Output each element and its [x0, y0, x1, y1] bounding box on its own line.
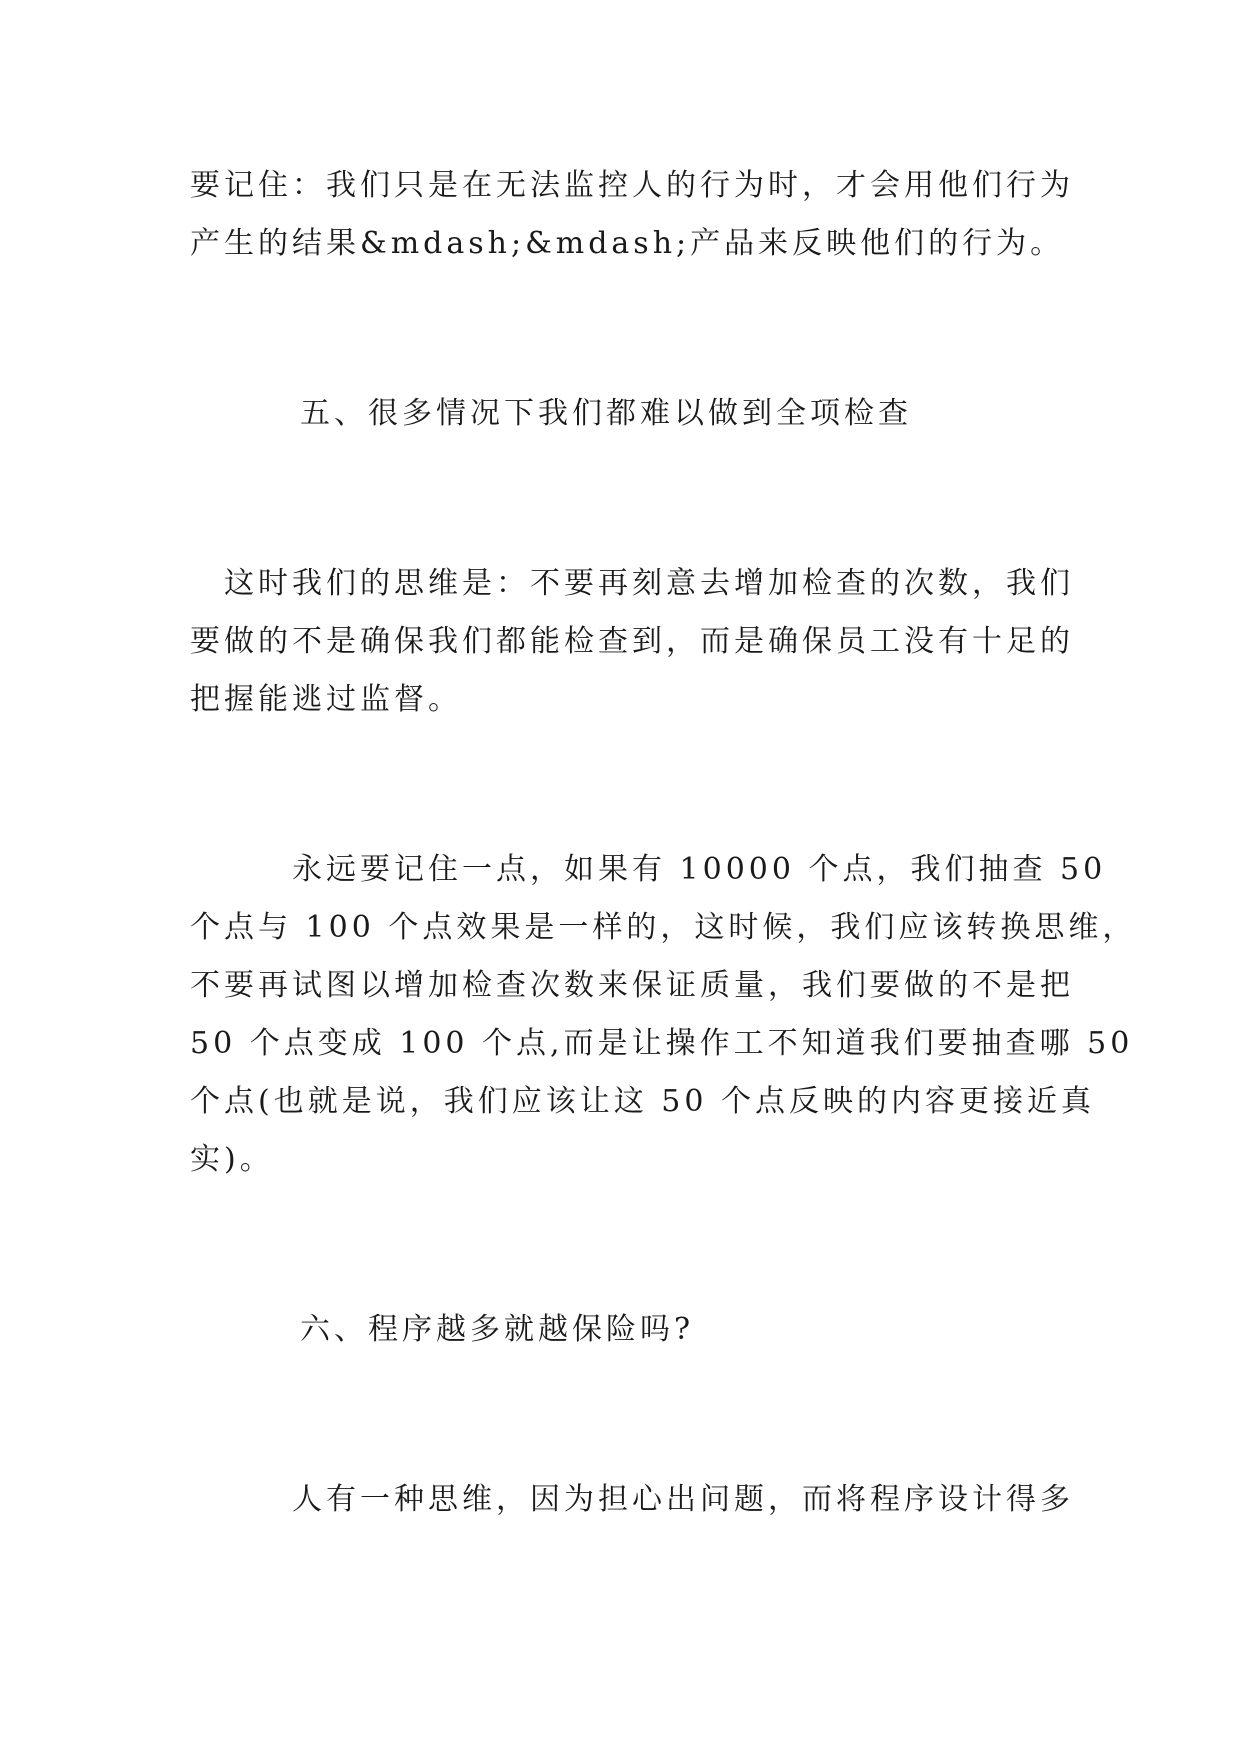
paragraph-2-line-2: 要做的不是确保我们都能检查到，而是确保员工没有十足的 [190, 624, 1074, 659]
paragraph-3-line-2: 个点与 100 个点效果是一样的，这时候，我们应该转换思维， [190, 910, 1137, 945]
paragraph-3-line-5: 个点(也就是说，我们应该让这 50 个点反映的内容更接近真 [190, 1084, 1095, 1119]
paragraph-1-line-1: 要记住：我们只是在无法监控人的行为时，才会用他们行为 [190, 168, 1074, 203]
paragraph-4-line-1: 人有一种思维，因为担心出问题，而将程序设计得多 [190, 1482, 1074, 1517]
paragraph-3-line-3: 不要再试图以增加检查次数来保证质量，我们要做的不是把 [190, 968, 1074, 1003]
section-heading-5: 五、很多情况下我们都难以做到全项检查 [300, 396, 912, 431]
paragraph-3-line-1: 永远要记住一点，如果有 10000 个点，我们抽查 50 [190, 852, 1107, 887]
paragraph-3-line-6: 实)。 [190, 1142, 274, 1177]
paragraph-3-line-4: 50 个点变成 100 个点,而是让操作工不知道我们要抽查哪 50 [190, 1026, 1134, 1061]
paragraph-2-line-3: 把握能逃过监督。 [190, 682, 462, 717]
section-heading-6: 六、程序越多就越保险吗? [300, 1312, 695, 1347]
paragraph-2-line-1: 这时我们的思维是：不要再刻意去增加检查的次数，我们 [190, 566, 1074, 601]
paragraph-1-line-2: 产生的结果&mdash;&mdash;产品来反映他们的行为。 [190, 226, 1065, 261]
